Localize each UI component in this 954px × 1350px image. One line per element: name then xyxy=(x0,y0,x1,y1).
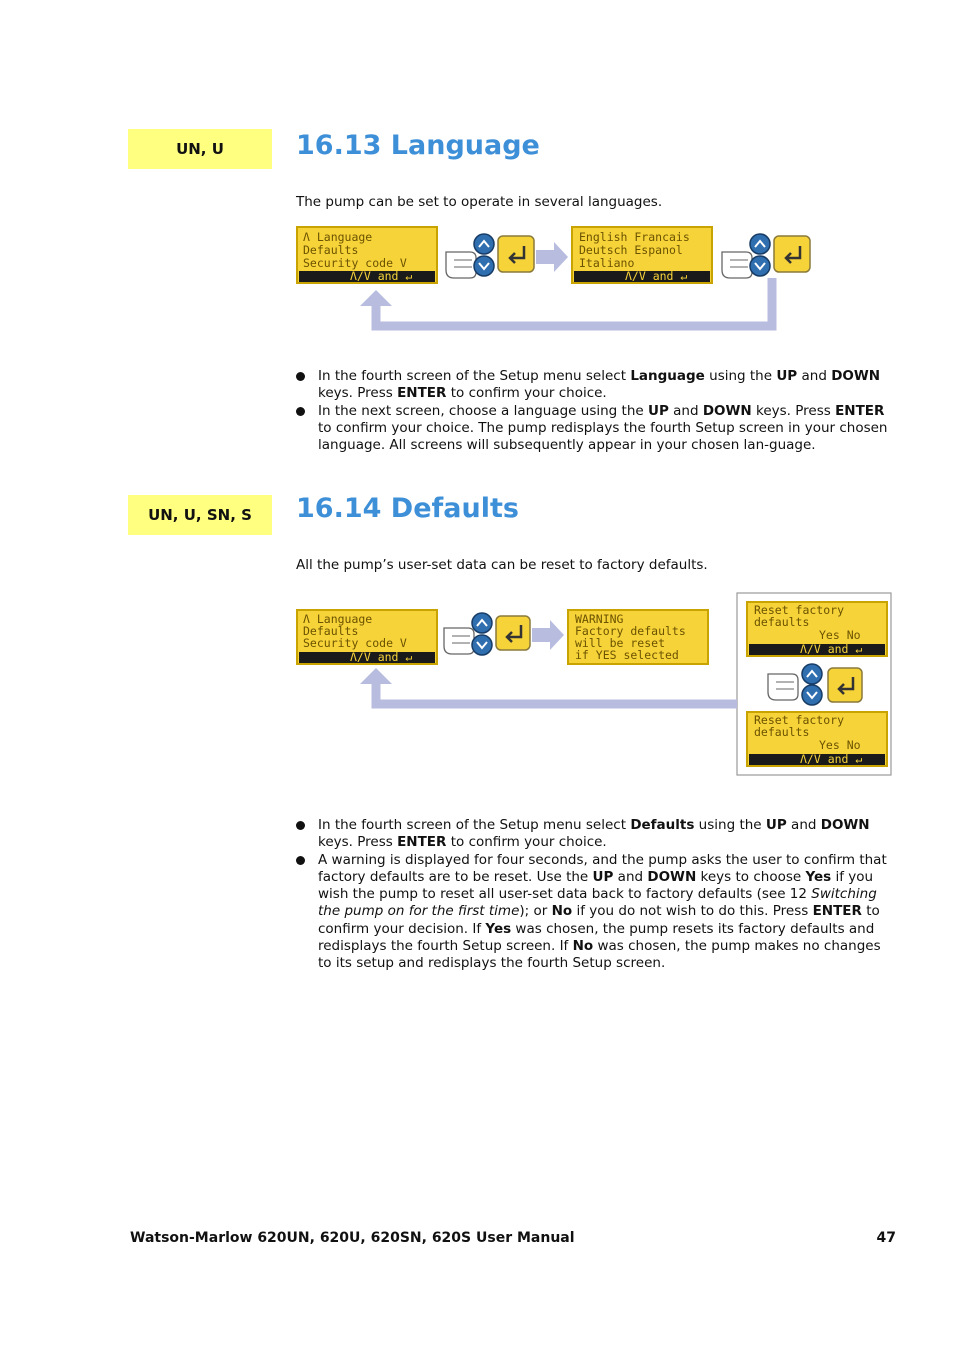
bullet-icon xyxy=(296,372,305,381)
forward-arrow xyxy=(554,242,568,272)
bold-term: Language xyxy=(630,368,705,384)
list-item-text xyxy=(318,852,887,972)
lcd-line: Λ/V and ↵ xyxy=(350,269,413,283)
down-key-icon xyxy=(802,685,822,705)
text-run: In the next screen, choose a language using the xyxy=(318,402,648,419)
hand-icon xyxy=(446,252,476,278)
text-run: if you wish the pump to reset all user-set data back to factory defaults (see 12 xyxy=(318,868,874,903)
section-title: 16.13 Language xyxy=(296,130,540,161)
lcd-screen xyxy=(568,610,708,664)
bullet-list xyxy=(296,368,896,454)
lcd-screen xyxy=(747,602,887,656)
text-run: In the fourth screen of the Setup menu select xyxy=(318,817,631,833)
return-arrow xyxy=(376,278,772,326)
bullet-icon xyxy=(296,856,305,865)
enter-key-icon xyxy=(496,616,530,650)
lcd-line: if YES selected xyxy=(575,648,679,662)
list-item-text xyxy=(318,403,887,454)
list-item xyxy=(296,403,896,455)
lcd-line: will be reset xyxy=(575,636,666,650)
bold-term: UP xyxy=(776,368,798,384)
lcd-line: Λ/V and ↵ xyxy=(800,752,863,766)
bold-term: Yes xyxy=(485,920,512,937)
lcd-line: Yes No xyxy=(819,628,861,642)
lcd-line: Λ Language xyxy=(303,230,373,244)
text-run: ); or xyxy=(519,903,552,920)
text-run: keys. Press xyxy=(318,385,398,402)
hand-icon xyxy=(722,252,752,278)
up-key-icon xyxy=(750,234,770,254)
text-run: to confirm your choice. xyxy=(446,834,607,851)
up-key-icon xyxy=(474,234,494,254)
bold-term: Yes xyxy=(805,868,832,885)
text-run: In the fourth screen of the Setup menu select xyxy=(318,368,631,384)
bold-term: ENTER xyxy=(835,402,885,419)
italic-ref: Switching the pump on for the first time xyxy=(318,886,877,920)
list-item-text xyxy=(318,368,880,401)
bold-term: ENTER xyxy=(397,834,447,851)
text-run: using the xyxy=(694,817,766,833)
text-run: using the xyxy=(704,368,777,384)
language-figure xyxy=(296,226,816,332)
text-run: to confirm your choice. xyxy=(446,385,607,402)
text-run: was chosen, the pump resets its factory defaults and redisplays the fourth Setup screen. If xyxy=(318,920,875,955)
enter-key-icon xyxy=(774,236,810,272)
text-run: to confirm your choice. The pump redisplays the fourth Setup screen in your chosen language. All screens will subsequently appear in your chosen lan-guage. xyxy=(318,419,888,454)
up-key-icon xyxy=(472,613,492,633)
hand-icon xyxy=(444,628,474,654)
bold-term: Defaults xyxy=(630,817,695,833)
bold-term: UP xyxy=(765,817,787,833)
enter-key-icon xyxy=(828,668,862,702)
list-item-text xyxy=(318,817,870,850)
lcd-line: WARNING xyxy=(575,612,624,626)
lcd-line: defaults xyxy=(754,615,810,629)
text-run: to confirm your decision. If xyxy=(318,903,880,937)
section-title: 16.14 Defaults xyxy=(296,493,519,524)
page-footer xyxy=(130,1230,896,1246)
lcd-line: Λ/V and ↵ xyxy=(350,650,413,664)
defaults-figure xyxy=(296,592,892,778)
bullet-icon xyxy=(296,407,305,416)
lcd-line: Λ/V and ↵ xyxy=(625,269,688,283)
text-run: and xyxy=(668,402,703,419)
text-run: and xyxy=(786,817,821,833)
return-arrow-head xyxy=(360,668,392,684)
bold-term: DOWN xyxy=(820,817,870,833)
lcd-line: Yes No xyxy=(819,738,861,752)
hand-icon xyxy=(768,674,798,700)
text-run: was chosen, the pump makes no changes to its setup and redisplays the fourth Setup screen. xyxy=(318,938,881,972)
model-tag: UN, U xyxy=(128,129,272,169)
page-number: 47 xyxy=(876,1230,896,1246)
text-run: A warning is displayed for four seconds, and the pump asks the user to confirm that factory defaults are to be reset. Use the xyxy=(318,851,887,885)
down-key-icon xyxy=(750,256,770,276)
lcd-screen xyxy=(297,227,437,283)
text-run: keys. Press xyxy=(318,834,398,851)
text-run: keys to choose xyxy=(696,868,806,885)
bold-term: DOWN xyxy=(702,402,752,419)
lcd-line: Security code V xyxy=(303,636,407,650)
section-intro: The pump can be set to operate in several languages. xyxy=(296,194,663,210)
lcd-line: defaults xyxy=(754,725,810,739)
enter-key-icon xyxy=(498,236,534,272)
bullet-list xyxy=(296,817,896,973)
lcd-line: Reset factory xyxy=(754,713,845,727)
return-arrow xyxy=(376,682,737,704)
lcd-line: Defaults xyxy=(303,624,359,638)
bold-term: DOWN xyxy=(647,868,697,885)
bold-term: No xyxy=(572,938,594,955)
lcd-screen xyxy=(297,610,437,664)
text-run: and xyxy=(613,868,648,885)
bold-term: ENTER xyxy=(812,903,862,920)
lcd-line: Italiano xyxy=(579,256,635,270)
bold-term: DOWN xyxy=(831,368,881,384)
down-key-icon xyxy=(474,256,494,276)
bold-term: UP xyxy=(592,868,614,885)
list-item xyxy=(296,368,896,403)
lcd-screen xyxy=(747,712,887,766)
lcd-line: Defaults xyxy=(303,243,359,257)
text-run: and xyxy=(797,368,832,384)
lcd-line: Security code V xyxy=(303,256,407,270)
up-key-icon xyxy=(802,664,822,684)
lcd-line: Deutsch Espanol xyxy=(579,243,683,257)
lcd-line: Factory defaults xyxy=(575,624,686,638)
bold-term: ENTER xyxy=(397,385,447,402)
footer-title: Watson-Marlow 620UN, 620U, 620SN, 620S User Manual xyxy=(130,1230,575,1246)
forward-arrow xyxy=(550,620,564,650)
return-arrow-head xyxy=(360,290,392,306)
model-tag: UN, U, SN, S xyxy=(128,495,272,535)
bold-term: No xyxy=(551,903,573,920)
text-run: keys. Press xyxy=(751,402,836,419)
lcd-line: English Francais xyxy=(579,230,690,244)
section-intro: All the pump’s user-set data can be reset to factory defaults. xyxy=(296,557,708,573)
list-item xyxy=(296,852,896,973)
down-key-icon xyxy=(472,635,492,655)
text-run: if you do not wish to do this. Press xyxy=(572,903,813,920)
lcd-line: Reset factory xyxy=(754,603,845,617)
lcd-line: Λ/V and ↵ xyxy=(800,642,863,656)
lcd-line: Λ Language xyxy=(303,612,373,626)
bullet-icon xyxy=(296,821,305,830)
bold-term: UP xyxy=(647,402,669,419)
lcd-screen xyxy=(572,227,712,283)
list-item xyxy=(296,817,896,852)
